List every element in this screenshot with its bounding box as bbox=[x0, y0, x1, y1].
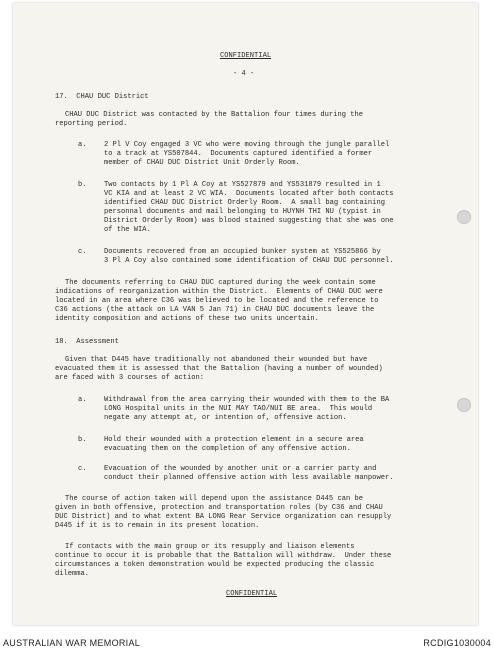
classification-header: CONFIDENTIAL bbox=[220, 52, 272, 60]
section-18-paragraph-line: given in both offensive, protection and transportation roles (by C36 and CHAU bbox=[55, 504, 383, 512]
section-17-paragraph-line: located in an area where C36 was believed to be located and the reference to bbox=[55, 297, 379, 305]
section-18-intro-line: are faced with 3 courses of action: bbox=[55, 374, 204, 382]
item-17b-line: District Orderly Room) was blood stained suggesting that she was one bbox=[104, 217, 394, 225]
item-17b-line: of the WIA. bbox=[104, 226, 151, 234]
item-18c-line: Evacuation of the wounded by another unit or a carrier party and bbox=[104, 465, 377, 473]
item-marker: a. bbox=[78, 141, 87, 149]
section-18-intro-line: Given that D445 have traditionally not abandoned their wounded but have bbox=[65, 356, 368, 364]
item-17b-line: Two contacts by 1 Pl A Coy at YS527879 and YS531879 resulted in 1 bbox=[104, 181, 381, 189]
item-marker: c. bbox=[78, 248, 87, 256]
item-18b-line: Hold their wounded with a protection element in a secure area bbox=[104, 436, 364, 444]
section-18-paragraph-line: circumstances a token demonstration would be expected producing the classic bbox=[55, 561, 375, 569]
section-18-paragraph-line: DUC District) and to what extent BA LONG Rear Service organization can resupply bbox=[55, 513, 392, 521]
punch-hole bbox=[457, 210, 471, 224]
item-17b-line: personnal documents and mail belonging to HUYNH THI NU (typist in bbox=[104, 208, 381, 216]
item-18b-line: evacuating them on the completion of any offensive action. bbox=[104, 445, 351, 453]
item-marker: b. bbox=[78, 436, 87, 444]
section-17-paragraph-line: identity composition and actions of these two units uncertain. bbox=[55, 315, 319, 323]
section-17-heading: 17. CHAU DUC District bbox=[55, 93, 149, 101]
section-18-heading: 18. Assessment bbox=[55, 338, 119, 346]
section-17-paragraph-line: The documents referring to CHAU DUC captured during the week contain some bbox=[65, 279, 376, 287]
item-18a-line: negate any attempt at, or intention of, offensive action. bbox=[104, 414, 347, 422]
section-18-paragraph-line: dilemma. bbox=[55, 570, 90, 578]
section-18-paragraph-line: continue to occur it is probable that the Battalion will withdraw. Under these bbox=[55, 552, 392, 560]
item-marker: c. bbox=[78, 465, 87, 473]
section-18-paragraph-line: D445 if it is to remain in its present location. bbox=[55, 522, 260, 530]
item-17c-line: Documents recovered from an occupied bunker system at YS525866 by bbox=[104, 248, 381, 256]
archive-reference: RCDIG1030004 bbox=[423, 638, 491, 648]
page-number: - 4 - bbox=[233, 70, 255, 78]
item-17b-line: VC KIA and at least 2 VC WIA. Documents located after both contacts bbox=[104, 190, 394, 198]
item-17a-line: 2 Pl V Coy engaged 3 VC who were moving through the jungle parallel bbox=[104, 141, 390, 149]
section-17-intro-line: CHAU DUC District was contacted by the Battalion four times during the bbox=[65, 111, 363, 119]
item-18c-line: conduct their planned offensive action with less available manpower. bbox=[104, 474, 394, 482]
section-17-intro-line: reporting period. bbox=[55, 120, 128, 128]
classification-footer: CONFIDENTIAL bbox=[226, 590, 278, 598]
section-18-paragraph-line: If contacts with the main group or its resupply and liaison elements bbox=[65, 543, 355, 551]
section-18-intro-line: evacuated them it is assessed that the Battalion (having a number of wounded) bbox=[55, 365, 383, 373]
item-17a-line: member of CHAU DUC District Unit Orderly Room. bbox=[104, 159, 300, 167]
section-17-paragraph-line: C36 actions (the attack on LA VAN 5 Jan 71) in CHAU DUC documents leave the bbox=[55, 306, 375, 314]
section-17-paragraph-line: indications of reorganization within the District. Elements of CHAU DUC were bbox=[55, 288, 383, 296]
punch-hole bbox=[457, 398, 471, 412]
document-page bbox=[13, 3, 478, 625]
item-17a-line: to a track at YS507844. Documents captured identified a former bbox=[104, 150, 373, 158]
archive-source: AUSTRALIAN WAR MEMORIAL bbox=[3, 638, 141, 648]
item-18a-line: Withdrawal from the area carrying their wounded with them to the BA bbox=[104, 396, 390, 404]
section-18-paragraph-line: The course of action taken will depend upon the assistance D445 can be bbox=[65, 495, 363, 503]
item-marker: b. bbox=[78, 181, 87, 189]
item-17b-line: identified CHAU DUC District Orderly Room. A small bag containing bbox=[104, 199, 385, 207]
item-marker: a. bbox=[78, 396, 87, 404]
archive-footer bbox=[0, 628, 494, 653]
item-17c-line: 3 Pl A Coy also contained some identification of CHAU DUC personnel. bbox=[104, 257, 394, 265]
item-18a-line: LONG Hospital units in the NUI MAY TAO/NUI BE area. This would bbox=[104, 405, 373, 413]
